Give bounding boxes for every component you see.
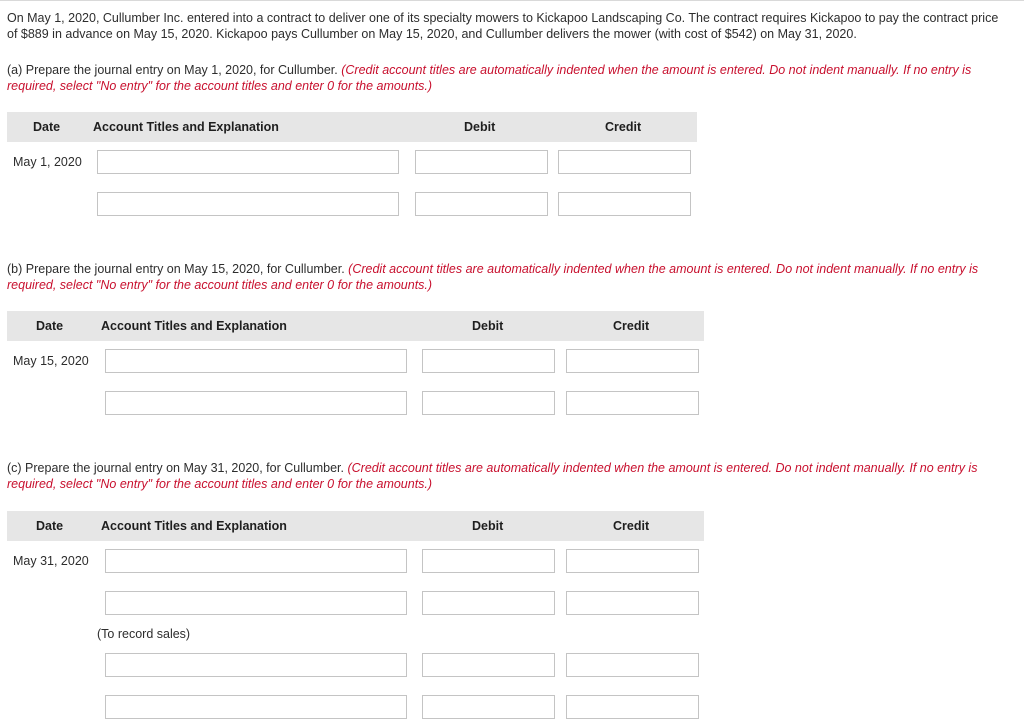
debit-header: Debit bbox=[472, 519, 504, 533]
credit-header: Credit bbox=[613, 319, 650, 333]
debit-header: Debit bbox=[464, 120, 496, 134]
part-c-prompt bbox=[7, 460, 1017, 492]
part-b-debit-input-2[interactable] bbox=[422, 391, 555, 415]
part-a-account-input-1[interactable] bbox=[97, 150, 399, 174]
part-b-account-input-2[interactable] bbox=[105, 391, 407, 415]
account-header: Account Titles and Explanation bbox=[101, 319, 287, 333]
credit-header: Credit bbox=[605, 120, 642, 134]
part-c-lead: (c) Prepare the journal entry on May 31, 2020, for Cullumber. bbox=[7, 461, 344, 475]
part-b-date: May 15, 2020 bbox=[13, 354, 89, 368]
part-a-account-input-2[interactable] bbox=[97, 192, 399, 216]
date-header: Date bbox=[36, 519, 64, 533]
part-b-credit-input-1[interactable] bbox=[566, 349, 699, 373]
part-c-instruction: (Credit account titles are automatically indented when the amount is entered. Do not indent manually. If no entry is required, select "No entry" for the account titles and enter 0 for the amounts.) bbox=[7, 461, 978, 491]
part-a-credit-input-2[interactable] bbox=[558, 192, 691, 216]
part-b-prompt bbox=[7, 261, 1017, 293]
part-a-prompt bbox=[7, 62, 1017, 94]
date-header: Date bbox=[33, 120, 61, 134]
part-c-table-header bbox=[7, 511, 704, 541]
part-c-credit-input-1[interactable] bbox=[566, 549, 699, 573]
account-header: Account Titles and Explanation bbox=[101, 519, 287, 533]
part-c-account-input-4[interactable] bbox=[105, 695, 407, 719]
credit-header: Credit bbox=[613, 519, 650, 533]
part-a-date: May 1, 2020 bbox=[13, 155, 82, 169]
problem-statement: On May 1, 2020, Cullumber Inc. entered into a contract to deliver one of its specialty mowers to Kickapoo Landscaping Co. The contract requires Kickapoo to pay the contract price of $889 in advance on May 15, 2020. Kickapoo pays Cullumber on May 15, 2020, and Cullumber delivers the mower (with cost of $542) on May 31, 2020. bbox=[7, 11, 999, 41]
part-c-debit-input-4[interactable] bbox=[422, 695, 555, 719]
part-b-lead: (b) Prepare the journal entry on May 15, 2020, for Cullumber. bbox=[7, 262, 345, 276]
part-a-debit-input-2[interactable] bbox=[415, 192, 548, 216]
top-divider bbox=[0, 0, 1024, 1]
part-c-explanation-note: (To record sales) bbox=[97, 627, 191, 641]
part-a-lead: (a) Prepare the journal entry on May 1, 2020, for Cullumber. bbox=[7, 63, 338, 77]
part-c-account-input-3[interactable] bbox=[105, 653, 407, 677]
account-header: Account Titles and Explanation bbox=[93, 120, 279, 134]
part-b-credit-input-2[interactable] bbox=[566, 391, 699, 415]
part-c-debit-input-3[interactable] bbox=[422, 653, 555, 677]
part-c-account-input-2[interactable] bbox=[105, 591, 407, 615]
date-header: Date bbox=[36, 319, 64, 333]
part-c-account-input-1[interactable] bbox=[105, 549, 407, 573]
part-c-credit-input-2[interactable] bbox=[566, 591, 699, 615]
part-b-table-header bbox=[7, 311, 704, 341]
part-c-credit-input-3[interactable] bbox=[566, 653, 699, 677]
part-c-debit-input-1[interactable] bbox=[422, 549, 555, 573]
part-a-instruction: (Credit account titles are automatically indented when the amount is entered. Do not indent manually. If no entry is required, select "No entry" for the account titles and enter 0 for the amounts.) bbox=[7, 63, 972, 93]
part-b-account-input-1[interactable] bbox=[105, 349, 407, 373]
part-b-instruction: (Credit account titles are automatically indented when the amount is entered. Do not indent manually. If no entry is required, select "No entry" for the account titles and enter 0 for the amounts.) bbox=[7, 262, 979, 292]
part-a-table-header bbox=[7, 112, 697, 142]
debit-header: Debit bbox=[472, 319, 504, 333]
part-c-date: May 31, 2020 bbox=[13, 554, 89, 568]
part-a-debit-input-1[interactable] bbox=[415, 150, 548, 174]
part-b-debit-input-1[interactable] bbox=[422, 349, 555, 373]
part-c-credit-input-4[interactable] bbox=[566, 695, 699, 719]
part-a-credit-input-1[interactable] bbox=[558, 150, 691, 174]
part-c-debit-input-2[interactable] bbox=[422, 591, 555, 615]
